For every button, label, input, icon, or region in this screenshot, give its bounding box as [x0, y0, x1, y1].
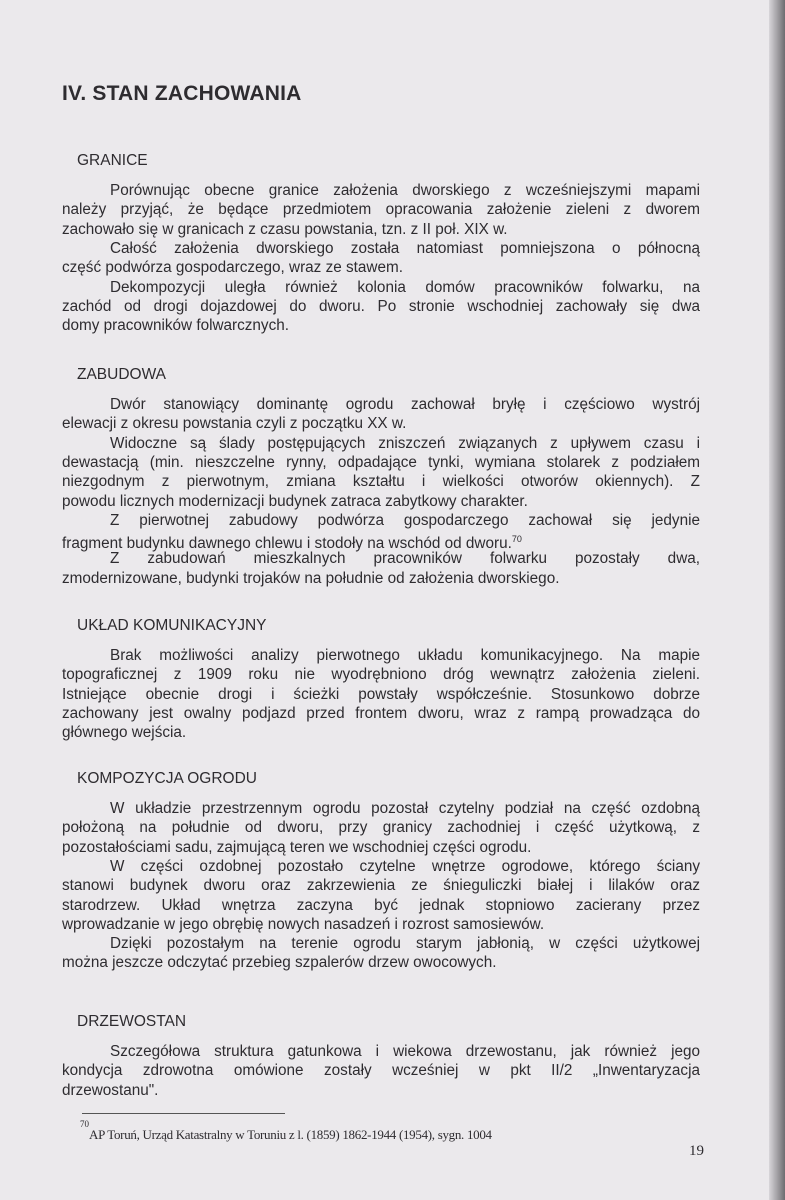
paragraph-line: zachód od drogi dojazdowej do dworu. Po stronie wschodniej zachowały się dwa [62, 297, 700, 315]
paragraph-line: Z pierwotnej zabudowy podwórza gospodarczego zachował się jedynie [110, 511, 700, 529]
paragraph-line: starodrzew. Układ wnętrza zaczyna być jednak stopniowo zacierany przez [62, 896, 700, 914]
paragraph-line: elewacji z okresu powstania czyli z początku XX w. [62, 415, 407, 433]
paragraph-line: Dzięki pozostałym na terenie ogrodu starym jabłonią, w części użytkowej [110, 935, 700, 953]
chapter-title: IV. STAN ZACHOWANIA [62, 82, 302, 105]
footnote-reference: 70 [511, 534, 522, 545]
footnote-text: AP Toruń, Urząd Katastralny w Toruniu z l. (1859) 1862-1944 (1954), sygn. 1004 [89, 1127, 492, 1142]
paragraph-line: niezgodnym z pierwotnym, zmiana kształtu i wielkości otworów okiennych). Z [62, 473, 700, 491]
paragraph-line: Dekompozycji uległa również kolonia domów pracowników folwarku, na [110, 278, 700, 296]
paragraph-line: wprowadzanie w jego obrębię nowych nasadzeń i rozrost samosiewów. [62, 915, 545, 933]
paragraph-line: głównego wejścia. [62, 724, 187, 742]
section-heading: ZABUDOWA [77, 366, 166, 383]
scan-edge-shadow [769, 0, 785, 1200]
section-heading: DRZEWOSTAN [77, 1013, 187, 1030]
footnote-divider [82, 1113, 285, 1114]
paragraph-line: dewastacją (min. nieszczelne rynny, odpadające tynki, wymiana stolarek z podziałem [62, 453, 700, 471]
paragraph-line: położoną na południe od dworu, przy granicy zachodniej i część użytkową, z [62, 819, 700, 837]
paragraph-line: część podwórza gospodarczego, wraz ze stawem. [62, 259, 403, 277]
section-heading: GRANICE [77, 152, 148, 169]
paragraph-line: można jeszcze odczytać przebieg szpalerów drzew owocowych. [62, 954, 497, 972]
paragraph-line: Szczegółowa struktura gatunkowa i wiekowa drzewostanu, jak również jego [110, 1043, 700, 1060]
paragraph-line: W układzie przestrzennym ogrodu pozostał czytelny podział na część ozdobną [110, 800, 700, 817]
paragraph-line: zachowany jest owalny podjazd przed frontem dworu, wraz z rampą prowadząca do [62, 704, 700, 722]
section-heading: UKŁAD KOMUNIKACYJNY [77, 617, 267, 634]
paragraph-line: domy pracowników folwarcznych. [62, 317, 289, 335]
paragraph-line: Porównując obecne granice założenia dworskiego z wcześniejszymi mapami [110, 182, 700, 199]
footnote-number: 70 [80, 1119, 89, 1129]
paragraph-line: powodu licznych modernizacji budynek zatraca zabytkowy charakter. [62, 492, 528, 510]
paragraph-line: Brak możliwości analizy pierwotnego układu komunikacyjnego. Na mapie [110, 647, 700, 664]
paragraph-line: stanowi budynek dworu oraz zakrzewienia ze śnieguliczki białej i lilaków oraz [62, 877, 700, 895]
section-heading: KOMPOZYCJA OGRODU [77, 770, 257, 787]
paragraph-line: drzewostanu". [62, 1081, 159, 1099]
paragraph-line: należy przyjąć, że będące przedmiotem opracowania założenie zieleni z dworem [62, 201, 700, 219]
paragraph-line: pozostałościami sadu, zajmującą teren we wschodniej części ogrodu. [62, 838, 532, 856]
paragraph-line: Całość założenia dworskiego została natomiast pomniejszona o północną [110, 239, 700, 257]
paragraph-line: fragment budynku dawnego chlewu i stodoły na wschód od dworu.$^{70}$ [62, 534, 522, 553]
paragraph-line: Z zabudowań mieszkalnych pracowników folwarku pozostały dwa, [110, 550, 700, 568]
paragraph-line: Dwór stanowiący dominantę ogrodu zachował bryłę i częściowo wystrój [110, 396, 700, 413]
paragraph-line: zmodernizowane, budynki trojaków na południe od założenia dworskiego. [62, 569, 560, 587]
paragraph-line: Istniejące obecnie drogi i ścieżki powstały współcześnie. Stosunkowo dobrze [62, 685, 700, 703]
page-number: 19 [689, 1143, 704, 1159]
paragraph-line: Widoczne są ślady postępujących zniszczeń związanych z upływem czasu i [110, 434, 700, 452]
paragraph-line: zachowało się w granicach z czasu powstania, tzn. z II poł. XIX w. [62, 220, 508, 238]
paragraph-line: W części ozdobnej pozostało czytelne wnętrze ogrodowe, którego ściany [110, 857, 700, 875]
paragraph-line: kondycja zdrowotna omówione zostały wcześniej w pkt II/2 „Inwentaryzacja [62, 1062, 700, 1080]
paragraph-line: topograficznej z 1909 roku nie wyodrębniono dróg wewnątrz założenia zieleni. [62, 666, 700, 684]
